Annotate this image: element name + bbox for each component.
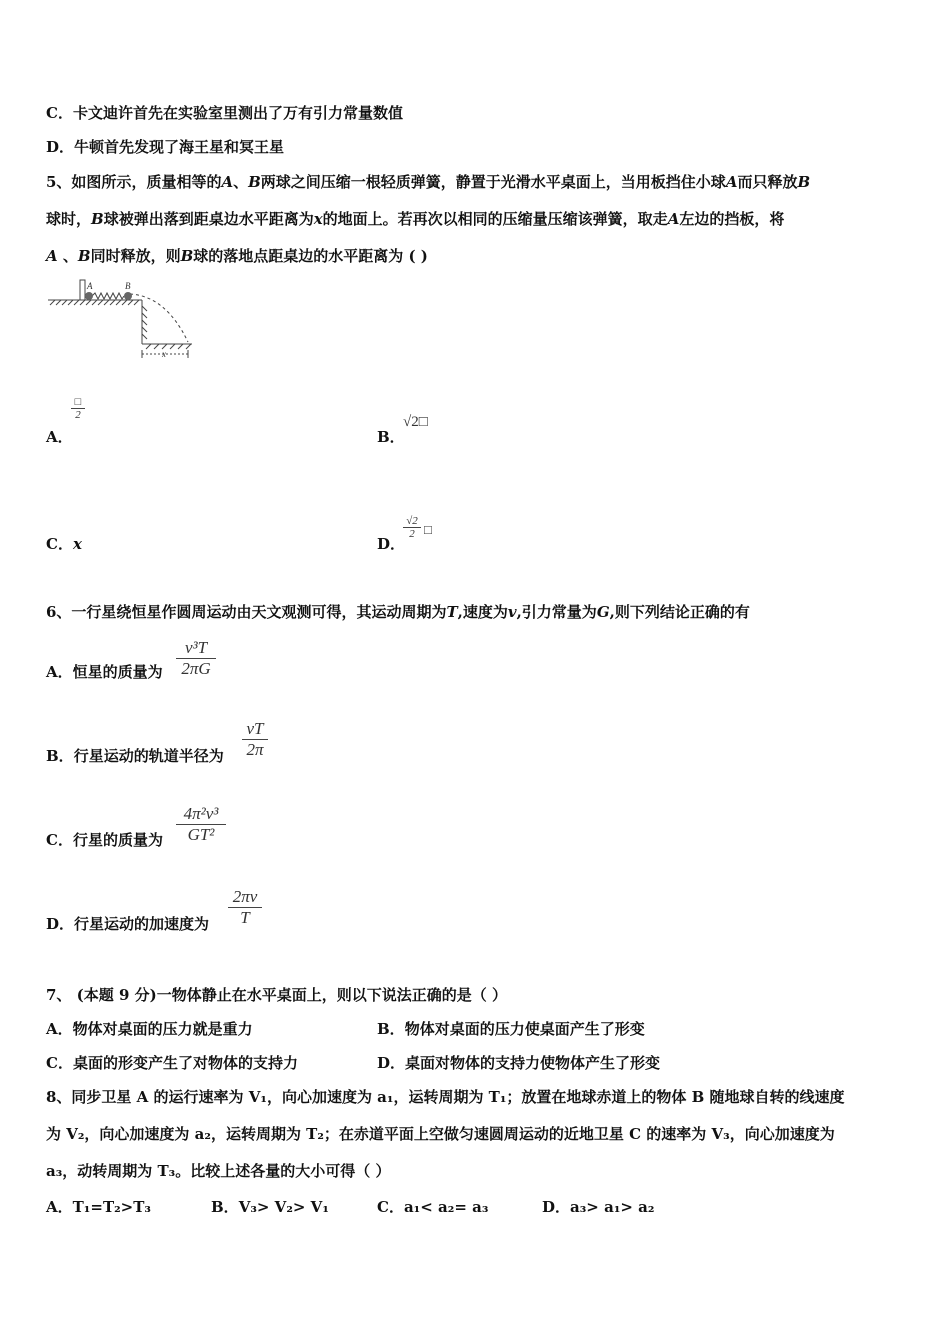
option-label: D．	[46, 138, 75, 156]
q5-option-c: C．x	[46, 535, 82, 553]
q8-option-a: A．T₁=T₂>T₃	[46, 1198, 151, 1216]
q8-option-b: B．V₃> V₂> V₁	[211, 1198, 329, 1216]
q5-option-a-fraction: □ 2	[71, 396, 85, 421]
q8-stem-line2: 为 V₂，向心加速度为 a₂，运转周期为 T₂；在赤道平面上空做匀速圆周运动的近地卫星 C 的速率为 V₃，向心加速度为	[46, 1125, 835, 1143]
ball-b	[124, 292, 132, 300]
q7-option-d: D．桌面对物体的支持力使物体产生了形变	[377, 1054, 661, 1072]
option-text: 卡文迪许首先在实验室里测出了万有引力常量数值	[72, 104, 403, 122]
q7-stem: 7、 (本题 9 分)一物体静止在水平桌面上，则以下说法正确的是（ ）	[46, 986, 507, 1004]
option-label: C．	[46, 104, 73, 122]
q5-option-a: A．	[46, 428, 73, 446]
spring	[92, 293, 124, 299]
q6-option-b: B．行星运动的轨道半径为	[46, 747, 224, 765]
ball-a	[85, 292, 93, 300]
q6-option-d: D．行星运动的加速度为	[46, 915, 210, 933]
q5-option-b-expr: √2□	[403, 414, 428, 430]
q8-option-c: C．a₁< a₂= a₃	[377, 1198, 489, 1216]
q5-stem-line1: 5、如图所示，质量相等的A、B两球之间压缩一根轻质弹簧，静置于光滑水平桌面上，当用板挡住小球A而只释放B	[46, 173, 811, 191]
label-b: B	[125, 281, 131, 291]
q7-option-b: B．物体对桌面的压力使桌面产生了形变	[377, 1020, 645, 1038]
q8-option-d: D．a₃> a₁> a₂	[542, 1198, 655, 1216]
q6-option-a: A．恒星的质量为	[46, 663, 163, 681]
q5-figure	[46, 278, 196, 364]
q8-stem-line1: 8、同步卫星 A 的运行速率为 V₁，向心加速度为 a₁，运转周期为 T₁；放置在地球赤道上的物体 B 随地球自转的线速度	[46, 1088, 845, 1106]
table-hatch	[50, 300, 139, 305]
q6-option-a-fraction: v³T 2πG	[176, 638, 216, 679]
label-x: x	[162, 349, 166, 359]
q5-option-b: B．	[377, 428, 405, 446]
label-a: A	[87, 281, 93, 291]
trajectory	[130, 294, 188, 342]
q5-option-d-fraction: √2 2	[403, 515, 421, 540]
q6-option-b-fraction: vT 2π	[242, 719, 268, 760]
q6-stem: 6、一行星绕恒星作圆周运动由天文观测可得，其运动周期为T,速度为v,引力常量为G,则下列结论正确的有	[46, 603, 750, 621]
q6-option-c-fraction: 4π²v³ GT²	[176, 804, 226, 845]
q7-option-a: A．物体对桌面的压力就是重力	[46, 1020, 253, 1038]
q5-stem-line3: A 、B同时释放，则B球的落地点距桌边的水平距离为 ( )	[46, 247, 428, 265]
q5-option-d: D．	[377, 535, 406, 553]
q4-option-c	[46, 102, 403, 123]
q8-stem-line3: a₃，动转周期为 T₃。比较上述各量的大小可得（ ）	[46, 1162, 391, 1180]
ground-hatch	[146, 344, 191, 349]
q5-stem-line2: 球时，B球被弹出落到距桌边水平距离为x的地面上。若再次以相同的压缩量压缩该弹簧，取走A左边的挡板，将	[46, 210, 785, 228]
q6-option-d-fraction: 2πv T	[228, 887, 262, 928]
q5-option-d-tail: □	[424, 522, 432, 537]
stopper-board	[80, 280, 85, 300]
q4-option-d	[46, 136, 284, 157]
edge-hatch	[142, 306, 147, 339]
q7-option-c: C．桌面的形变产生了对物体的支持力	[46, 1054, 298, 1072]
option-text: 牛顿首先发现了海王星和冥王星	[74, 138, 285, 156]
q6-option-c: C．行星的质量为	[46, 831, 163, 849]
